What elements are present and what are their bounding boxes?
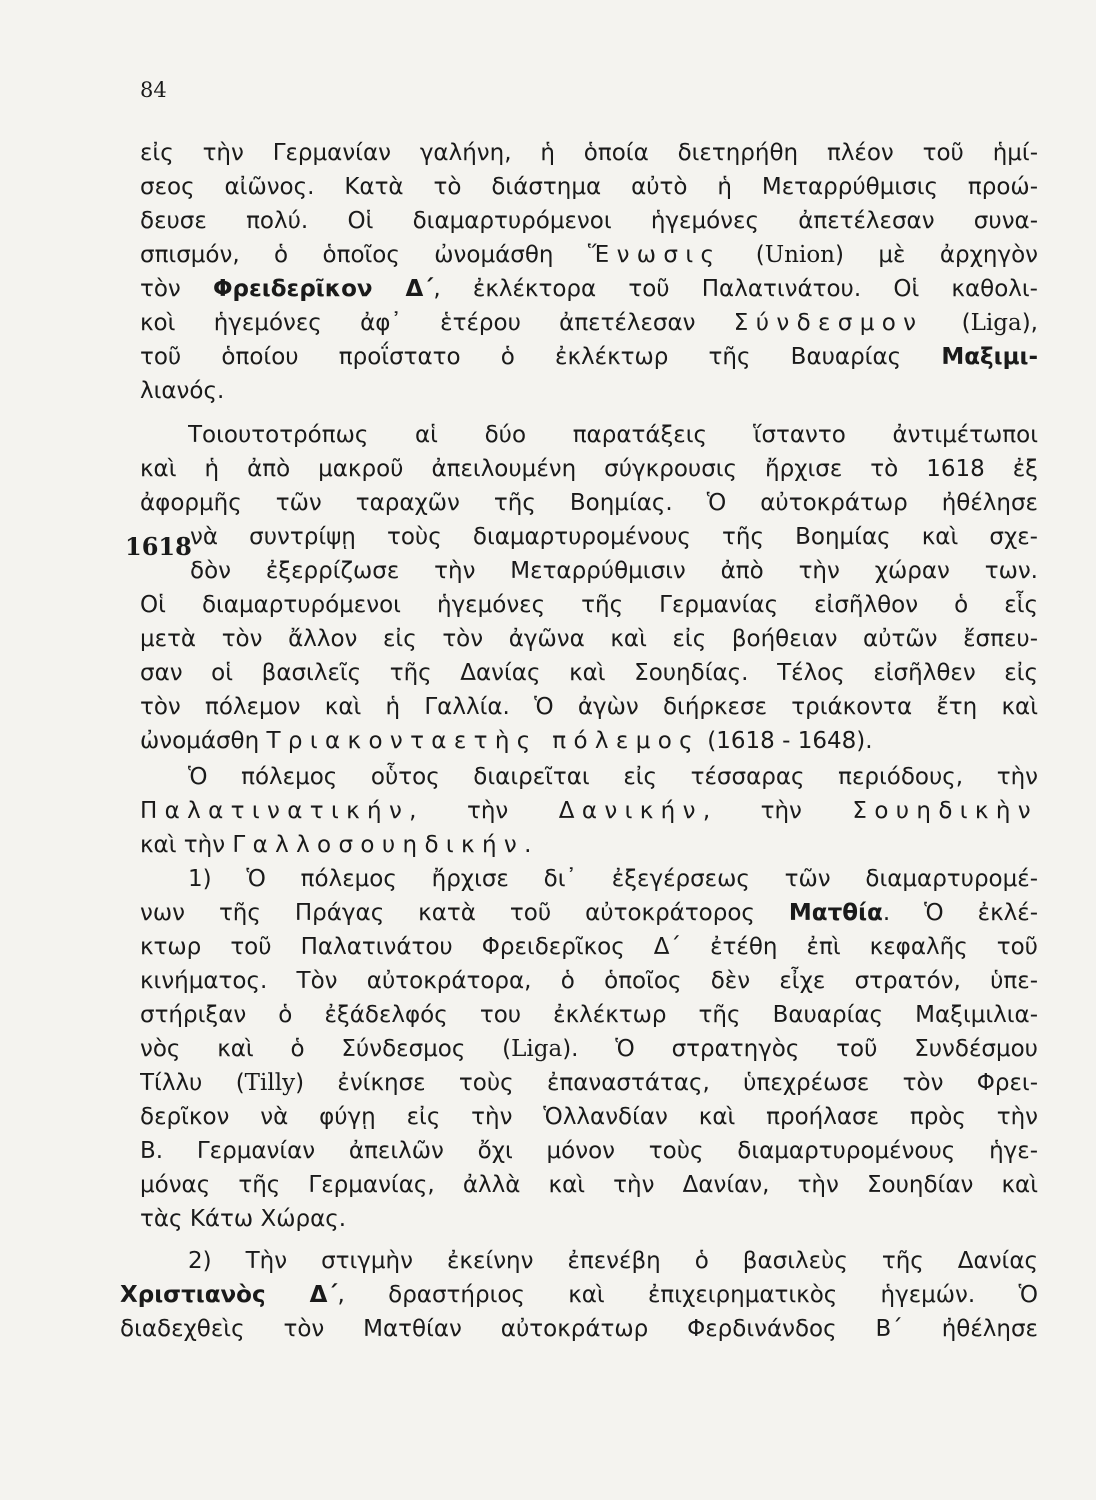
text-line	[140, 238, 1038, 272]
text-line	[140, 656, 1038, 690]
text-segment: Σύνδεσμον	[733, 310, 924, 336]
text-segment: δὸν ἐξερρίζωσε τὴν Μεταρρύθμισιν ἀπὸ τὴν χώραν των.	[190, 558, 1038, 584]
text-segment: , τὴν	[409, 798, 559, 824]
text-segment: Παλατινατικήν	[140, 798, 410, 824]
text-segment: Γαλλοσουηδικήν	[232, 832, 525, 858]
text-segment: Liga	[511, 1036, 563, 1062]
margin-note-year: 1618	[125, 532, 192, 561]
text-segment: , τὴν	[702, 798, 853, 824]
text-segment: Β. Γερμανίαν ἀπειλῶν ὄχι μόνον τοὺς διαμαρτυρομένους ἡγε-	[140, 1138, 1038, 1164]
text-segment: Σουηδικὴν	[852, 798, 1038, 824]
text-segment: νὰ συντρίψῃ τοὺς διαμαρτυρομένους τῆς Βοημίας καὶ σχε-	[190, 524, 1038, 550]
text-segment: διαδεχθεὶς τὸν Ματθίαν αὐτοκράτωρ Φερδινάνδος Β΄ ἠθέλησε	[120, 1316, 1038, 1342]
text-line	[140, 1100, 1038, 1134]
text-line	[140, 486, 1038, 520]
text-segment: Τοιουτοτρόπως αἱ δύο παρατάξεις ἵσταντο ἀντιμέτωποι	[188, 422, 1038, 448]
text-segment: τὸν πόλεμον καὶ ἡ Γαλλία. Ὁ ἀγὼν διήρκεσε τριάκοντα ἔτη καὶ	[140, 694, 1038, 720]
text-segment: (1618 - 1648).	[699, 728, 873, 754]
text-segment: .	[524, 832, 532, 858]
text-line	[140, 964, 1038, 998]
text-line	[140, 588, 1038, 622]
text-line	[140, 896, 1038, 930]
text-line	[140, 1168, 1038, 1202]
text-line	[188, 760, 1038, 794]
text-line	[140, 452, 1038, 486]
text-segment: Τίλλυ (	[140, 1070, 245, 1096]
text-segment: Ματθία	[788, 900, 883, 926]
text-line	[120, 1312, 1038, 1346]
text-segment: Union	[764, 242, 835, 268]
text-line	[140, 828, 740, 862]
text-segment: τὸν	[140, 276, 213, 302]
text-segment: Τριακονταετὴς πόλεμος	[266, 728, 700, 754]
text-segment: σαν οἱ βασιλεῖς τῆς Δανίας καὶ Σουηδίας. Τέλος εἰσῆλθεν εἰς	[140, 660, 1038, 686]
text-segment: ὠνομάσθη	[140, 728, 267, 754]
text-line	[140, 306, 1038, 340]
text-segment: ),	[1021, 310, 1038, 336]
text-line	[188, 418, 1038, 452]
text-segment: ) μὲ ἀρχηγὸν	[834, 242, 1038, 268]
text-line	[140, 1134, 1038, 1168]
text-segment: Φρειδερῖκον Δ΄	[212, 276, 434, 302]
text-segment: Οἱ διαμαρτυρόμενοι ἡγεμόνες τῆς Γερμανίας εἰσῆλθον ὁ εἷς	[140, 592, 1038, 618]
text-line	[140, 690, 1038, 724]
text-segment: κοὶ ἡγεμόνες ἀφ᾽ ἑτέρου ἀπετέλεσαν	[140, 310, 734, 336]
text-segment: Tilly	[244, 1070, 296, 1096]
text-segment: , δραστήριος καὶ ἐπιχειρηματικὸς ἡγεμών. Ὁ	[337, 1282, 1038, 1308]
text-line	[140, 622, 1038, 656]
text-line	[140, 794, 1038, 828]
text-line	[140, 272, 1038, 306]
text-line	[140, 930, 1038, 964]
text-segment: μόνας τῆς Γερμανίας, ἀλλὰ καὶ τὴν Δανίαν, τὴν Σουηδίαν καὶ	[140, 1172, 1038, 1198]
text-segment: καὶ τὴν	[140, 832, 233, 858]
text-line	[190, 554, 1038, 588]
text-segment: κινήματος. Τὸν αὐτοκράτορα, ὁ ὁποῖος δὲν εἶχε στρατόν, ὑπε-	[140, 968, 1038, 994]
text-segment: ἀφορμῆς τῶν ταραχῶν τῆς Βοημίας. Ὁ αὐτοκράτωρ ἠθέλησε	[140, 490, 1038, 516]
text-segment: μετὰ τὸν ἄλλον εἰς τὸν ἀγῶνα καὶ εἰς βοήθειαν αὐτῶν ἔσπευ-	[140, 626, 1038, 652]
text-segment: στήριξαν ὁ ἐξάδελφός του ἐκλέκτωρ τῆς Βαυαρίας Μαξιμιλια-	[140, 1002, 1038, 1028]
text-segment: εἰς τὴν Γερμανίαν γαλήνη, ἡ ὁποία διετηρήθη πλέον τοῦ ἡμί-	[140, 140, 1038, 166]
text-line	[140, 170, 1038, 204]
text-segment: τοῦ ὁποίου προΐστατο ὁ ἐκλέκτωρ τῆς Βαυαρίας	[140, 344, 942, 370]
text-segment: 2) Τὴν στιγμὴν ἐκείνην ἐπενέβη ὁ βασιλεὺς τῆς Δανίας	[188, 1248, 1038, 1274]
text-line	[140, 1202, 540, 1236]
text-segment: δερῖκον νὰ φύγῃ εἰς τὴν Ὁλλανδίαν καὶ προήλασε πρὸς τὴν	[140, 1104, 1038, 1130]
text-line	[190, 520, 1038, 554]
text-line	[140, 1066, 1038, 1100]
text-segment: νων τῆς Πράγας κατὰ τοῦ αὐτοκράτορος	[140, 900, 789, 926]
text-line	[140, 374, 440, 408]
text-segment: (	[923, 310, 971, 336]
text-segment: . Ὁ ἐκλέ-	[882, 900, 1038, 926]
text-line	[188, 862, 1038, 896]
text-segment: Χριστιανὸς Δ΄	[120, 1282, 338, 1308]
page-number: 84	[140, 78, 167, 102]
text-segment: Liga	[970, 310, 1022, 336]
text-segment: δευσε πολύ. Οἱ διαμαρτυρόμενοι ἡγεμόνες ἀπετέλεσαν συνα-	[140, 208, 1038, 234]
text-line	[140, 724, 1000, 758]
text-segment: Ἕνωσις	[587, 242, 722, 268]
text-line	[140, 204, 1038, 238]
text-line	[140, 340, 1038, 374]
text-segment: Δανικήν	[558, 798, 703, 824]
text-segment: σπισμόν, ὁ ὁποῖος ὠνομάσθη	[140, 242, 588, 268]
text-segment: ). Ὁ στρατηγὸς τοῦ Συνδέσμου	[562, 1036, 1038, 1062]
text-segment: (	[721, 242, 765, 268]
text-segment: νὸς καὶ ὁ Σύνδεσμος (	[140, 1036, 512, 1062]
text-segment: Ὁ πόλεμος οὗτος διαιρεῖται εἰς τέσσαρας περιόδους, τὴν	[188, 764, 1038, 790]
text-line	[188, 1244, 1038, 1278]
text-segment: τὰς Κάτω Χώρας.	[140, 1206, 347, 1232]
text-line	[140, 136, 1038, 170]
text-line	[140, 998, 1038, 1032]
text-line	[140, 1032, 1038, 1066]
text-segment: σεος αἰῶνος. Κατὰ τὸ διάστημα αὐτὸ ἡ Μεταρρύθμισις προώ-	[140, 174, 1038, 200]
text-line	[120, 1278, 1038, 1312]
text-segment: ) ἐνίκησε τοὺς ἐπαναστάτας, ὑπεχρέωσε τὸν Φρει-	[295, 1070, 1038, 1096]
text-segment: λιανός.	[140, 378, 225, 404]
text-segment: Μαξιμι-	[941, 344, 1038, 370]
text-segment: κτωρ τοῦ Παλατινάτου Φρειδερῖκος Δ΄ ἐτέθη ἐπὶ κεφαλῆς τοῦ	[140, 934, 1038, 960]
text-segment: 1) Ὁ πόλεμος ἤρχισε δι᾽ ἐξεγέρσεως τῶν διαμαρτυρομέ-	[188, 866, 1038, 892]
text-segment: , ἐκλέκτορα τοῦ Παλατινάτου. Οἱ καθολι-	[433, 276, 1038, 302]
text-segment: καὶ ἡ ἀπὸ μακροῦ ἀπειλουμένη σύγκρουσις ἤρχισε τὸ 1618 ἐξ	[140, 456, 1038, 482]
